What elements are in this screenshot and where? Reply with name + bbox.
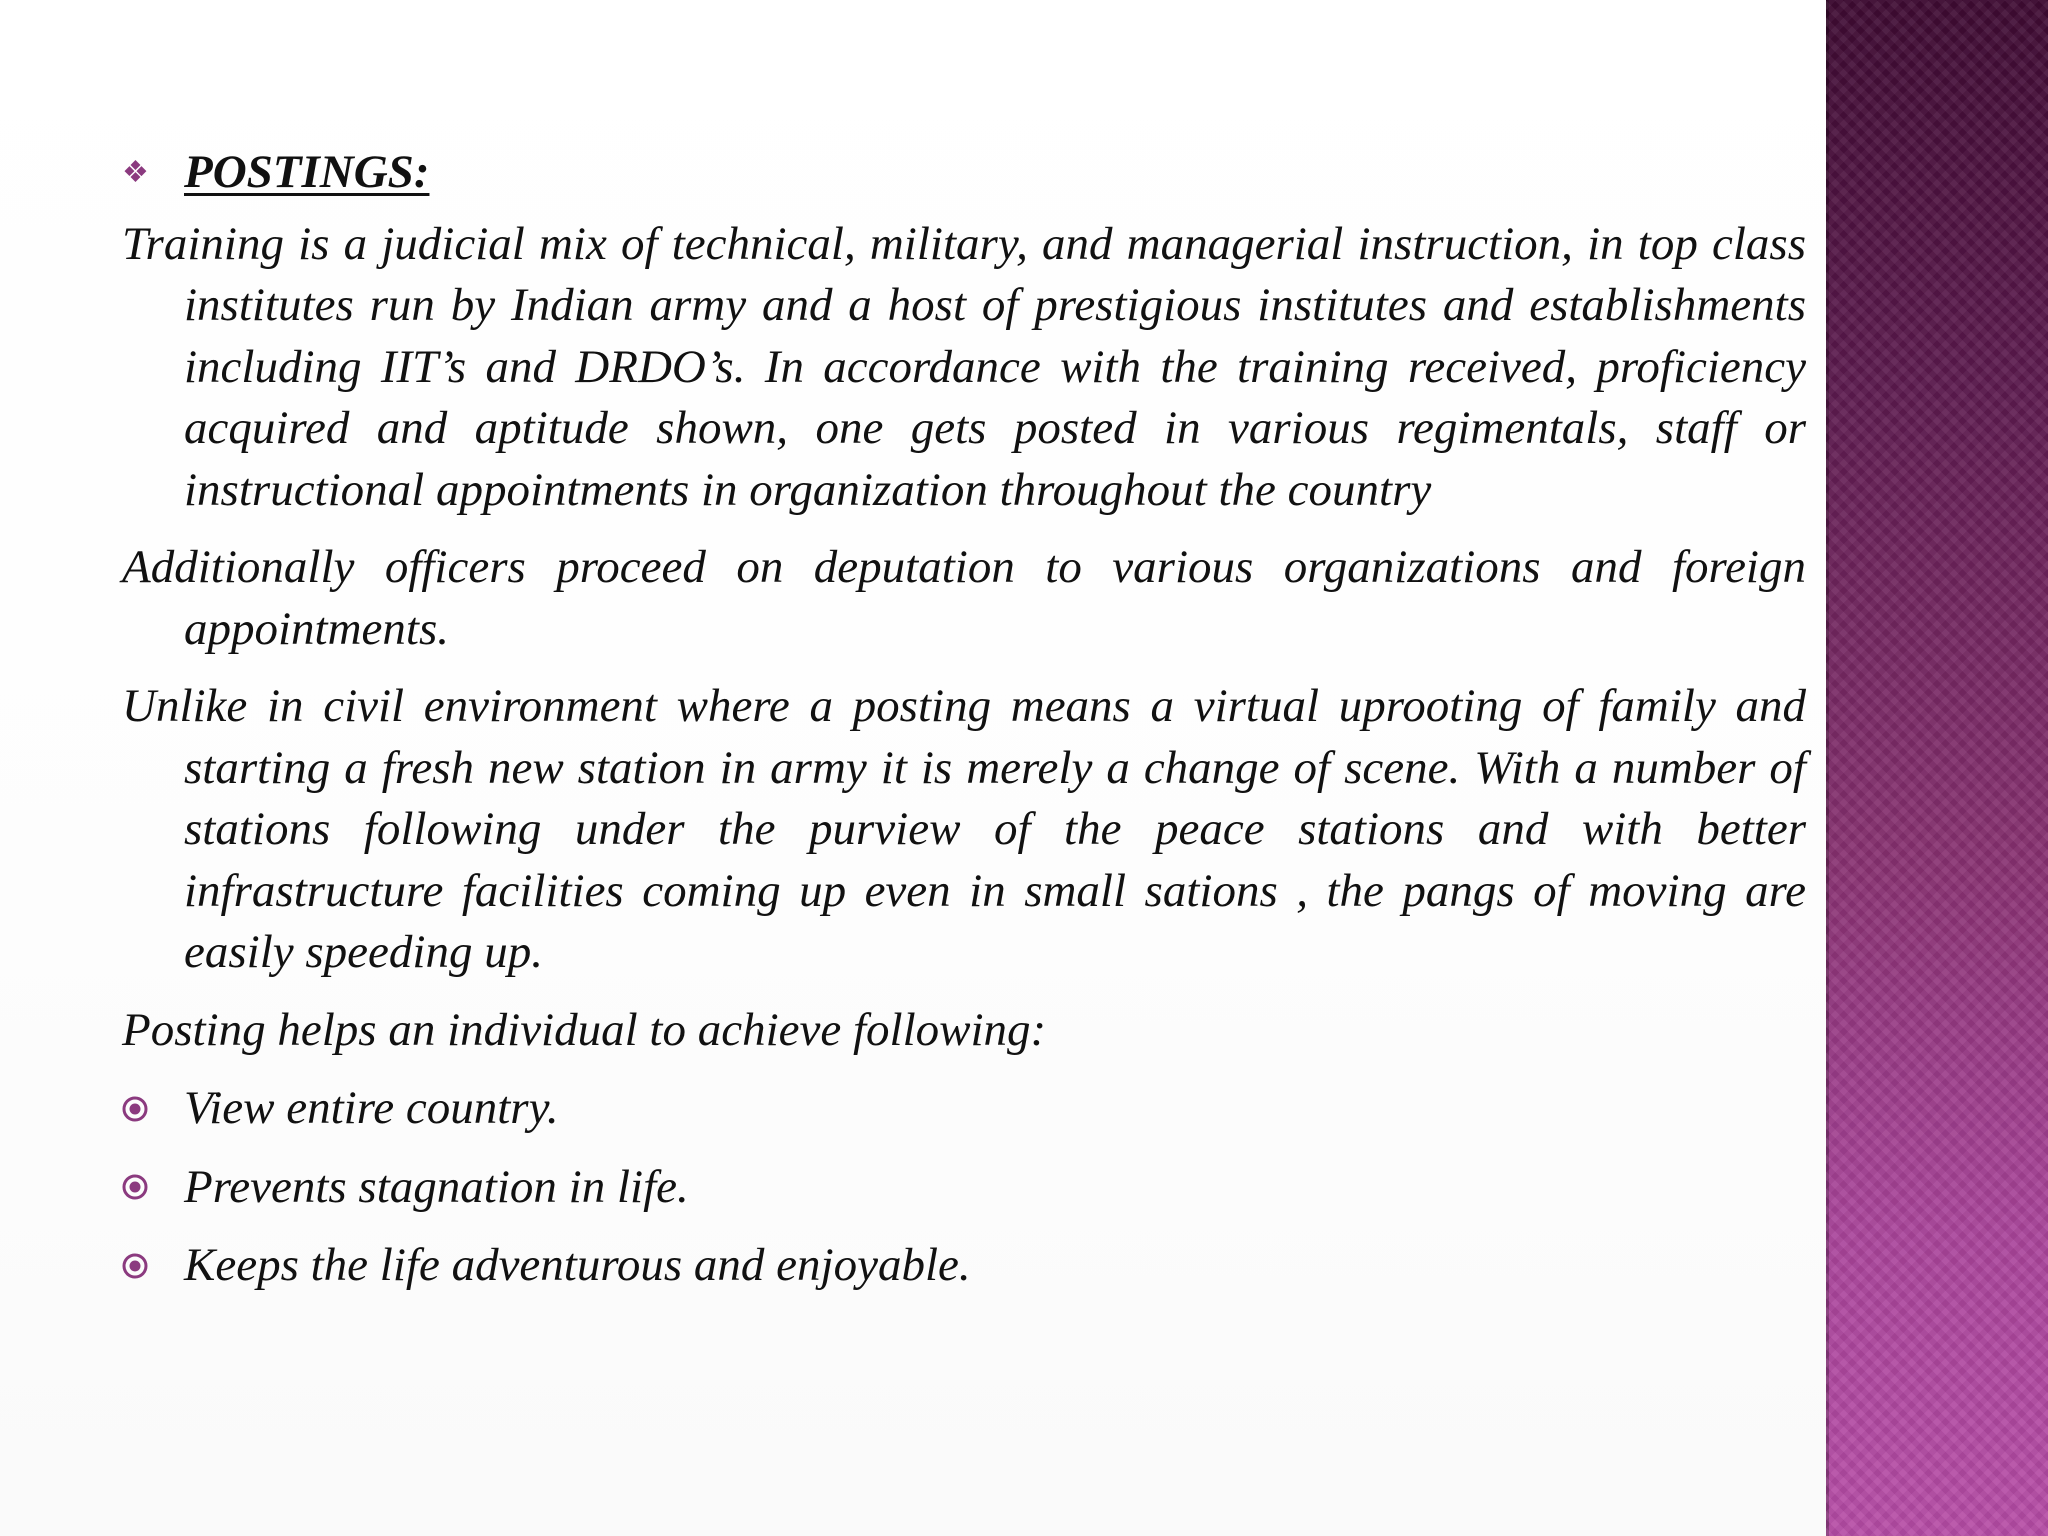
bullet-item [122,1235,1806,1297]
slide-heading-row [122,142,1806,204]
decorative-side-band [1826,0,2048,1536]
diamond-bullet-icon: ❖ [122,156,149,189]
paragraph-civil-environment: Unlike in civil environment where a posting means a virtual uprooting of family and starting a fresh new station in army it is merely a change of scene. With a number of stations following under the purview of the peace stations and with better infrastructure facilities coming up even in small sations , the pangs of moving are easily speeding up. [122,680,1806,978]
radio-bullet-icon [122,1096,184,1122]
bullet-item [122,1078,1806,1140]
paragraph-training: Training is a judicial mix of technical, military, and managerial instruction, in top class institutes run by Indian army and a host of prestigious institutes and establishments including IIT’s and DRDO’s. In accordance with the training received, proficiency acquired and aptitude shown, one gets posted in various regimentals, staff or instructional appointments in organization throughout the country [122,217,1806,516]
lead-sentence: Posting helps an individual to achieve following: [122,1003,1047,1056]
bullet-text: View entire country. [184,1082,559,1134]
paragraph-deputation: Additionally officers proceed on deputation to various organizations and foreign appointments. [122,541,1806,655]
bullet-item [122,1157,1806,1219]
bullet-text: Keeps the life adventurous and enjoyable. [184,1239,971,1291]
slide-heading: POSTINGS: [184,146,430,198]
radio-bullet-icon [122,1174,184,1200]
bullet-text: Prevents stagnation in life. [184,1160,689,1213]
radio-bullet-icon [122,1253,184,1279]
slide-content [122,142,1806,1314]
